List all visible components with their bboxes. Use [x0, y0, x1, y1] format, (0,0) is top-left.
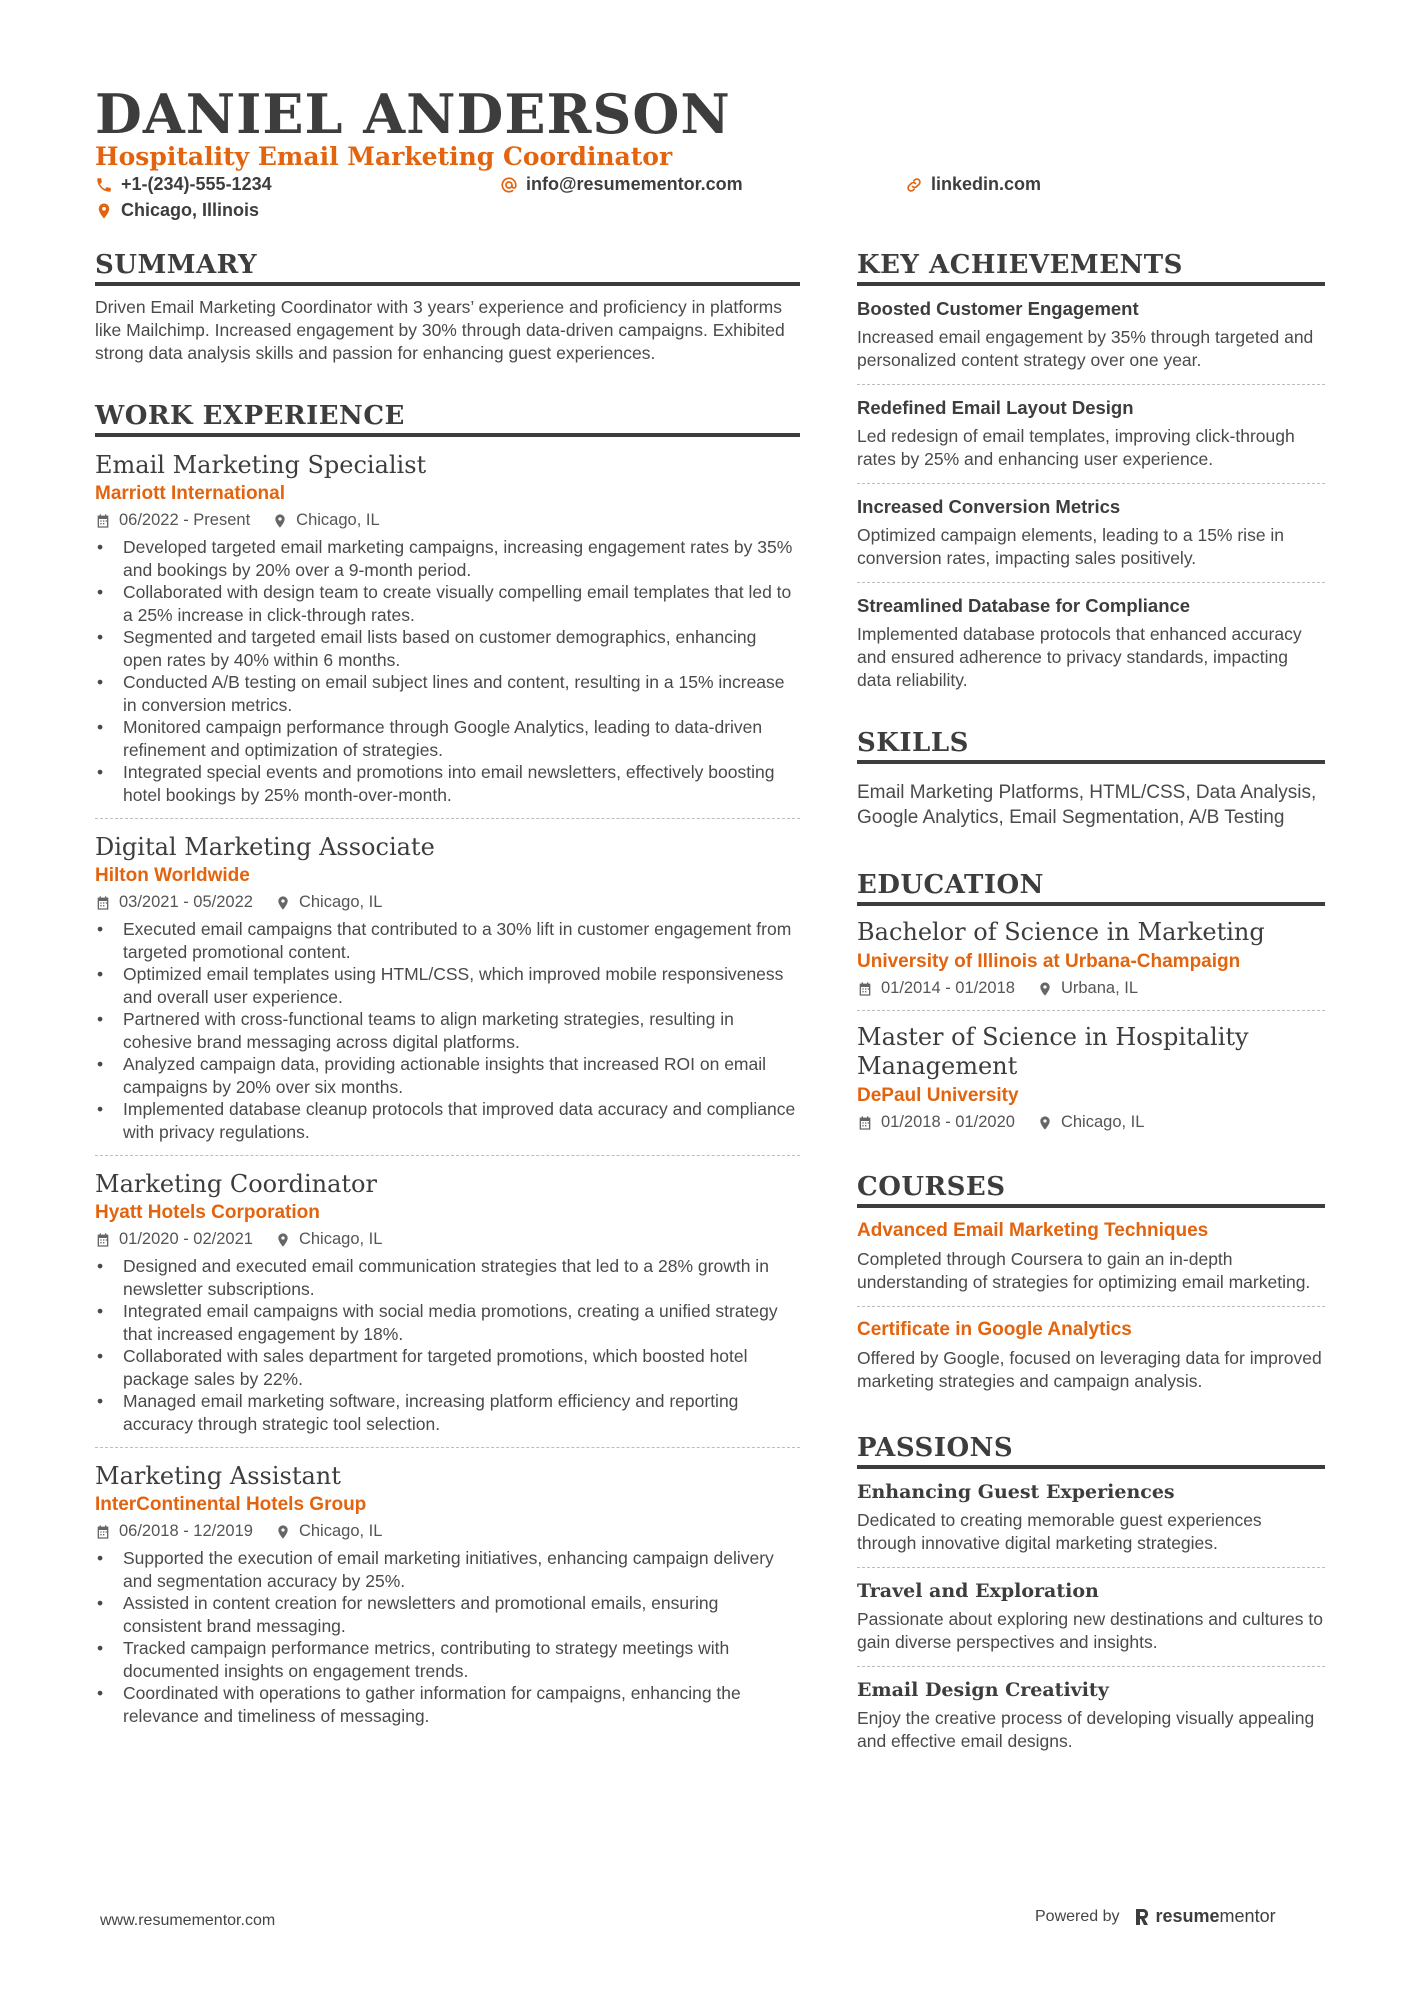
job-entry	[95, 451, 800, 819]
passion-text: Dedicated to creating memorable guest experiences through innovative digital marketing strategies.	[857, 1510, 1262, 1553]
passion-item	[857, 1580, 1325, 1667]
brand-logo[interactable]	[1134, 1906, 1276, 1927]
location-pin-icon	[275, 1524, 291, 1540]
school-name: DePaul University	[857, 1085, 1019, 1106]
degree-title: Bachelor of Science in Marketing	[857, 918, 1265, 946]
job-bullets	[95, 918, 800, 1143]
course-text: Completed through Coursera to gain an in-depth understanding of strategies for optimizing email marketing.	[857, 1249, 1311, 1292]
passion-item	[857, 1679, 1325, 1753]
job-company: Hilton Worldwide	[95, 865, 250, 886]
at-icon	[500, 176, 518, 194]
summary-heading: SUMMARY	[95, 250, 800, 286]
job-entry	[95, 833, 800, 1156]
divider	[857, 1666, 1325, 1667]
achievement-text: Increased email engagement by 35% through targeted and personalized content strategy over one year.	[857, 327, 1314, 370]
phone-icon	[95, 176, 113, 194]
job-entry	[95, 1462, 800, 1727]
linkedin-text[interactable]: linkedin.com	[931, 174, 1042, 194]
bullet-item: • Tracked campaign performance metrics, contributing to strategy meetings with documented insights on engagement trends.	[123, 1637, 800, 1682]
education-item	[857, 1023, 1325, 1132]
passion-title: Travel and Exploration	[857, 1580, 1099, 1602]
degree-title: Master of Science in Hospitality Management	[857, 1023, 1249, 1080]
calendar-icon	[95, 1232, 111, 1248]
bullet-item: • Managed email marketing software, increasing platform efficiency and reporting accuracy through strategic tool selection.	[123, 1390, 800, 1435]
powered-by-label: Powered by	[1035, 1907, 1120, 1925]
bullet-item: • Assisted in content creation for newsletters and promotional emails, ensuring consistent brand messaging.	[123, 1592, 800, 1637]
divider	[857, 582, 1325, 583]
achievement-title: Increased Conversion Metrics	[857, 496, 1121, 517]
left-column	[95, 250, 800, 1727]
achievement-item	[857, 595, 1325, 692]
achievements-heading: KEY ACHIEVEMENTS	[857, 250, 1325, 286]
school-name: University of Illinois at Urbana-Champaign	[857, 951, 1241, 972]
achievement-title: Redefined Email Layout Design	[857, 397, 1134, 418]
bullet-item: • Optimized email templates using HTML/CSS, which improved mobile responsiveness and overall user experience.	[123, 963, 800, 1008]
divider	[857, 1306, 1325, 1307]
passion-item	[857, 1481, 1325, 1568]
brand-bold: resume	[1155, 1906, 1220, 1926]
footer-website[interactable]: www.resumementor.com	[100, 1912, 276, 1929]
passion-title: Email Design Creativity	[857, 1679, 1109, 1701]
bullet-item: • Partnered with cross-functional teams to align marketing strategies, resulting in cohesive brand messaging across digital platforms.	[123, 1008, 800, 1053]
calendar-icon	[95, 1524, 111, 1540]
job-company: InterContinental Hotels Group	[95, 1494, 367, 1515]
job-dates: 01/2020 - 02/2021	[119, 1230, 253, 1248]
bullet-item: • Collaborated with sales department for targeted promotions, which boosted hotel package sales by 22%.	[123, 1345, 800, 1390]
job-title: Marketing Coordinator	[95, 1170, 377, 1198]
contact-location	[95, 200, 259, 221]
bullet-item: • Coordinated with operations to gather information for campaigns, enhancing the relevance and timeliness of messaging.	[123, 1682, 800, 1727]
job-company: Marriott International	[95, 483, 286, 504]
job-dates: 03/2021 - 05/2022	[119, 893, 253, 911]
bullet-item: • Designed and executed email communication strategies that led to a 28% growth in newsletter subscriptions.	[123, 1255, 800, 1300]
achievement-item	[857, 496, 1325, 583]
job-location: Chicago, IL	[298, 893, 383, 911]
job-meta	[95, 511, 800, 530]
brand-light: mentor	[1219, 1906, 1276, 1926]
job-location: Chicago, IL	[296, 511, 380, 529]
location-pin-icon	[1037, 1115, 1053, 1131]
right-column	[857, 250, 1325, 1753]
bullet-item: • Developed targeted email marketing campaigns, increasing engagement rates by 35% and bookings by 20% over a 9-month period.	[123, 536, 800, 581]
passion-text: Enjoy the creative process of developing visually appealing and effective email designs.	[857, 1708, 1315, 1751]
location-pin-icon	[275, 895, 291, 911]
job-bullets	[95, 1255, 800, 1435]
candidate-role: Hospitality Email Marketing Coordinator	[95, 142, 673, 171]
achievement-text: Led redesign of email templates, improving click-through rates by 25% and enhancing user experience.	[857, 426, 1295, 469]
job-bullets	[95, 1547, 800, 1727]
achievement-title: Boosted Customer Engagement	[857, 298, 1139, 319]
location-text: Chicago, Illinois	[121, 200, 260, 220]
bullet-item: • Analyzed campaign data, providing actionable insights that increased ROI on email campaigns by 20% over six months.	[123, 1053, 800, 1098]
course-text: Offered by Google, focused on leveraging data for improved marketing strategies and campaign analysis.	[857, 1348, 1322, 1391]
job-title: Email Marketing Specialist	[95, 451, 427, 479]
job-meta	[95, 1522, 800, 1541]
divider	[95, 1155, 800, 1156]
achievement-title: Streamlined Database for Compliance	[857, 595, 1191, 616]
job-dates: 06/2022 - Present	[119, 511, 251, 529]
bullet-item: • Segmented and targeted email lists based on customer demographics, enhancing open rates by 40% within 6 months.	[123, 626, 800, 671]
education-meta	[857, 1113, 1325, 1132]
bullet-item: • Collaborated with design team to create visually compelling email templates that led to a 25% increase in click-through rates.	[123, 581, 800, 626]
education-location: Urbana, IL	[1060, 979, 1138, 997]
achievement-text: Implemented database protocols that enhanced accuracy and ensured adherence to privacy standards, impacting data reliability.	[857, 624, 1302, 690]
job-company: Hyatt Hotels Corporation	[95, 1202, 320, 1223]
calendar-icon	[857, 1115, 873, 1131]
course-item	[857, 1220, 1325, 1307]
link-icon	[905, 176, 923, 194]
achievement-item	[857, 298, 1325, 385]
job-entry	[95, 1170, 800, 1448]
bullet-item: • Integrated email campaigns with social media promotions, creating a unified strategy that increased engagement by 18%.	[123, 1300, 800, 1345]
email-text[interactable]: info@resumementor.com	[526, 174, 743, 194]
job-title: Digital Marketing Associate	[95, 833, 435, 861]
education-item	[857, 918, 1325, 1011]
education-meta	[857, 979, 1325, 998]
course-item	[857, 1319, 1325, 1393]
contact-email[interactable]	[500, 174, 743, 195]
divider	[857, 384, 1325, 385]
job-meta	[95, 893, 800, 912]
job-title: Marketing Assistant	[95, 1462, 341, 1490]
education-dates: 01/2018 - 01/2020	[881, 1113, 1015, 1131]
calendar-icon	[857, 981, 873, 997]
summary-text: Driven Email Marketing Coordinator with 3 years’ experience and proficiency in platforms like Mailchimp. Increased engagement by 30% through data-driven campaigns. Exhibited strong data analysis skills and passion for enhancing guest experiences.	[95, 297, 785, 363]
passion-text: Passionate about exploring new destinations and cultures to gain diverse perspectives and insights.	[857, 1609, 1323, 1652]
course-title: Certificate in Google Analytics	[857, 1319, 1132, 1340]
passions-heading: PASSIONS	[857, 1433, 1325, 1469]
divider	[857, 1010, 1325, 1011]
contact-phone	[95, 174, 272, 195]
education-location: Chicago, IL	[1060, 1113, 1145, 1131]
bullet-item: • Supported the execution of email marketing initiatives, enhancing campaign delivery and segmentation accuracy by 25%.	[123, 1547, 800, 1592]
location-pin-icon	[95, 202, 113, 220]
courses-heading: COURSES	[857, 1172, 1325, 1208]
achievement-item	[857, 397, 1325, 484]
bullet-item: • Implemented database cleanup protocols that improved data accuracy and compliance with privacy regulations.	[123, 1098, 800, 1143]
calendar-icon	[95, 513, 111, 529]
bullet-item: • Monitored campaign performance through Google Analytics, leading to data-driven refinement and optimization of strategies.	[123, 716, 800, 761]
education-heading: EDUCATION	[857, 870, 1325, 906]
bullet-item: • Conducted A/B testing on email subject lines and content, resulting in a 15% increase in conversion metrics.	[123, 671, 800, 716]
location-pin-icon	[275, 1232, 291, 1248]
location-pin-icon	[1037, 981, 1053, 997]
divider	[95, 818, 800, 819]
job-location: Chicago, IL	[298, 1522, 383, 1540]
achievement-text: Optimized campaign elements, leading to a 15% rise in conversion rates, impacting sales positively.	[857, 525, 1285, 568]
divider	[95, 1447, 800, 1448]
resumementor-logo-icon	[1134, 1907, 1150, 1927]
job-bullets	[95, 536, 800, 806]
skills-heading: SKILLS	[857, 728, 1325, 764]
footer-powered	[1035, 1906, 1276, 1927]
candidate-name: DANIEL ANDERSON	[95, 82, 731, 146]
divider	[857, 483, 1325, 484]
job-meta	[95, 1230, 800, 1249]
bullet-item: • Integrated special events and promotions into email newsletters, effectively boosting hotel bookings by 25% month-over-month.	[123, 761, 800, 806]
divider	[857, 1567, 1325, 1568]
contact-linkedin[interactable]	[905, 174, 1041, 195]
passion-title: Enhancing Guest Experiences	[857, 1481, 1175, 1503]
job-dates: 06/2018 - 12/2019	[119, 1522, 253, 1540]
calendar-icon	[95, 895, 111, 911]
education-dates: 01/2014 - 01/2018	[881, 979, 1015, 997]
job-location: Chicago, IL	[298, 1230, 383, 1248]
phone-text: +1-(234)-555-1234	[121, 174, 272, 194]
skills-text: Email Marketing Platforms, HTML/CSS, Data Analysis, Google Analytics, Email Segmentation, A/B Testing	[857, 782, 1317, 828]
bullet-item: • Executed email campaigns that contributed to a 30% lift in customer engagement from targeted promotional content.	[123, 918, 800, 963]
course-title: Advanced Email Marketing Techniques	[857, 1220, 1209, 1241]
location-pin-icon	[272, 513, 288, 529]
experience-heading: WORK EXPERIENCE	[95, 401, 800, 437]
